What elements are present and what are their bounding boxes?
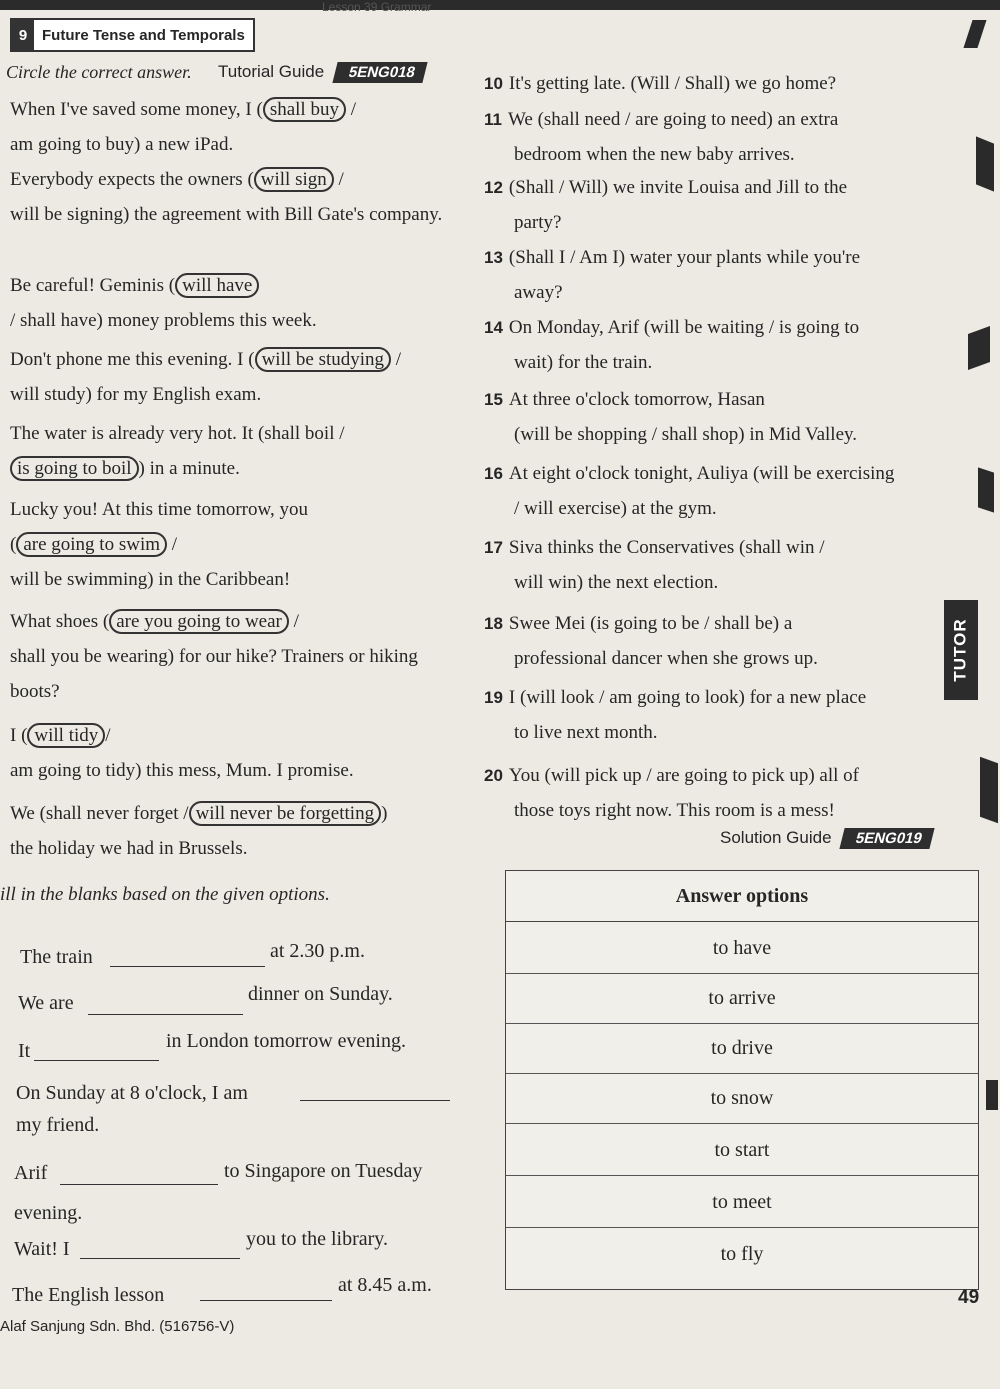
q3-text-b: / shall have) money problems this week. bbox=[10, 310, 317, 331]
answer-options-table bbox=[505, 870, 979, 1290]
fill-3-after: in London tomorrow evening. bbox=[166, 1030, 406, 1052]
fill-3-blank[interactable] bbox=[34, 1060, 159, 1061]
top-banner bbox=[0, 0, 1000, 10]
q15-text-b: (will be shopping / shall shop) in Mid Valley. bbox=[514, 424, 858, 445]
question-16 bbox=[484, 456, 944, 526]
question-9: We (shall never forget / will never be forgetting ) the holiday we had in Brussels. bbox=[10, 803, 388, 859]
q6-text-b: will be swimming) in the Caribbean! bbox=[10, 569, 291, 590]
tutorial-guide-code: 5ENG018 bbox=[332, 62, 427, 83]
q15-text-a: At three o'clock tomorrow, Hasan bbox=[508, 389, 765, 410]
q7-text-a: What shoes bbox=[10, 611, 99, 632]
fill-4-before: On Sunday at 8 o'clock, I am bbox=[16, 1082, 248, 1104]
fill-5-after: to Singapore on Tuesday evening. bbox=[14, 1160, 423, 1224]
q5-text-a: The water is already very hot. It (shall boil / bbox=[10, 423, 345, 444]
q12-text-b: party? bbox=[514, 212, 562, 233]
q5-text-b: in a minute. bbox=[149, 458, 240, 479]
q13-text-a: (Shall I / Am I) water your plants while you're bbox=[508, 247, 861, 268]
margin-shape bbox=[986, 1080, 998, 1110]
q11-text-b: bedroom when the new baby arrives. bbox=[514, 144, 795, 165]
q14-number: 14 bbox=[484, 318, 503, 337]
q9-text-a: We (shall never forget / bbox=[10, 803, 189, 824]
q7-circled-answer: are you going to wear bbox=[109, 609, 289, 634]
q19-text-b: to live next month. bbox=[514, 722, 658, 743]
q5-circled-answer: is going to boil bbox=[10, 456, 139, 481]
q9-circled-answer: will never be forgetting bbox=[189, 801, 382, 826]
q11-number: 11 bbox=[484, 110, 502, 129]
tutorial-guide-label: Tutorial Guide bbox=[218, 62, 325, 81]
q7-text-b: shall you be wearing) for our hike? Trainers or hiking boots? bbox=[10, 646, 418, 702]
fill-6-blank[interactable] bbox=[80, 1258, 240, 1259]
fill-7-after: at 8.45 a.m. bbox=[338, 1274, 432, 1296]
question-17 bbox=[484, 530, 944, 600]
fill-3-before: It bbox=[18, 1040, 31, 1062]
q9-text-b: the holiday we had in Brussels. bbox=[10, 838, 248, 859]
question-10 bbox=[484, 66, 944, 101]
solution-guide-label: Solution Guide bbox=[720, 828, 832, 847]
q6-text-a: Lucky you! At this time tomorrow, you bbox=[10, 499, 308, 520]
q12-number: 12 bbox=[484, 178, 503, 197]
question-19 bbox=[484, 680, 944, 750]
q18-text-a: Swee Mei (is going to be / shall be) a bbox=[508, 613, 793, 634]
answer-options-title: Answer options bbox=[506, 871, 978, 922]
question-14 bbox=[484, 310, 944, 380]
solution-guide bbox=[720, 828, 932, 849]
q17-text-b: will win) the next election. bbox=[514, 572, 719, 593]
question-2: Everybody expects the owners ( will sign / will be signing) the agreement with Bill Gate's company. bbox=[10, 169, 443, 225]
fill-6-after: you to the library. bbox=[246, 1228, 389, 1250]
q13-number: 13 bbox=[484, 248, 503, 267]
fill-1-blank[interactable] bbox=[110, 966, 265, 967]
q17-number: 17 bbox=[484, 538, 503, 557]
margin-shape bbox=[976, 136, 994, 191]
margin-shape bbox=[968, 326, 990, 370]
tutor-side-tab bbox=[944, 600, 978, 700]
lesson-tag: Lesson 39 Grammar bbox=[322, 0, 432, 14]
answer-option: to have bbox=[506, 923, 978, 974]
answer-option: to drive bbox=[506, 1023, 978, 1074]
fill-2-before: We are bbox=[18, 992, 74, 1014]
q18-text-b: professional dancer when she grows up. bbox=[514, 648, 818, 669]
q19-number: 19 bbox=[484, 688, 503, 707]
question-15 bbox=[484, 382, 944, 452]
q10-text: It's getting late. (Will / Shall) we go home? bbox=[508, 73, 837, 94]
answer-option: to snow bbox=[506, 1073, 978, 1124]
q6-circled-answer: are going to swim bbox=[16, 532, 167, 557]
fill-6-before: Wait! I bbox=[14, 1238, 70, 1260]
q12-text-a: (Shall / Will) we invite Louisa and Jill to the bbox=[508, 177, 848, 198]
publisher-credit: Alaf Sanjung Sdn. Bhd. (516756-V) bbox=[0, 1318, 235, 1335]
question-11 bbox=[484, 102, 944, 172]
fill-instruction: ill in the blanks based on the given options. bbox=[0, 884, 330, 905]
q1-circled-answer: shall buy bbox=[263, 97, 346, 122]
question-8: I ( will tidy / am going to tidy) this mess, Mum. I promise. bbox=[10, 725, 354, 781]
question-1 bbox=[10, 92, 450, 162]
circle-instruction: Circle the correct answer. bbox=[6, 62, 192, 82]
q2-text-a: Everybody expects the owners bbox=[10, 169, 243, 190]
question-4: Don't phone me this evening. I ( will be studying / will study) for my English exam. bbox=[10, 349, 402, 405]
tutor-tab-label: TUTOR bbox=[951, 618, 970, 682]
q14-text-a: On Monday, Arif (will be waiting / is going to bbox=[508, 317, 860, 338]
q16-number: 16 bbox=[484, 464, 503, 483]
question-20 bbox=[484, 758, 944, 828]
page-number: 49 bbox=[958, 1287, 980, 1308]
q18-number: 18 bbox=[484, 614, 503, 633]
q4-circled-answer: will be studying bbox=[255, 347, 391, 372]
solution-guide-code: 5ENG019 bbox=[840, 828, 935, 849]
fill-7-blank[interactable] bbox=[200, 1300, 332, 1301]
q11-text-a: We (shall need / are going to need) an extra bbox=[507, 109, 839, 130]
margin-shape bbox=[963, 20, 986, 48]
q16-text-a: At eight o'clock tonight, Auliya (will be exercising bbox=[508, 463, 895, 484]
q2-circled-answer: will sign bbox=[254, 167, 334, 192]
question-12 bbox=[484, 170, 944, 240]
section-number: 9 bbox=[12, 20, 34, 50]
fill-4-blank[interactable] bbox=[300, 1100, 450, 1101]
q1-text-a: When I've saved some money, I ( bbox=[10, 99, 263, 120]
q3-text-a: Be careful! Geminis ( bbox=[10, 275, 176, 296]
q19-text-a: I (will look / am going to look) for a new place bbox=[508, 687, 867, 708]
q2-text-b: will be signing) the agreement with Bill Gate's company. bbox=[10, 204, 443, 225]
fill-4-after: my friend. bbox=[16, 1114, 100, 1136]
fill-2-after: dinner on Sunday. bbox=[248, 983, 393, 1005]
q14-text-b: wait) for the train. bbox=[514, 352, 653, 373]
answer-option: to meet bbox=[506, 1177, 978, 1228]
fill-1-before: The train bbox=[20, 946, 93, 968]
q20-text-b: those toys right now. This room is a mess! bbox=[514, 800, 835, 821]
answer-option: to arrive bbox=[506, 973, 978, 1024]
question-18 bbox=[484, 606, 939, 676]
answer-option: to start bbox=[506, 1125, 978, 1176]
section-heading bbox=[10, 18, 255, 52]
question-7: What shoes ( are you going to wear / shall you be wearing) for our hike? Trainers or hiking boots? bbox=[10, 611, 418, 702]
q4-text-b: will study) for my English exam. bbox=[10, 384, 262, 405]
margin-shape bbox=[978, 467, 994, 512]
question-6: Lucky you! At this time tomorrow, you ( are going to swim / will be swimming) in the Caribbean! bbox=[10, 499, 308, 590]
question-3 bbox=[10, 268, 450, 338]
q17-text-a: Siva thinks the Conservatives (shall win / bbox=[508, 537, 825, 558]
q8-text-b: am going to tidy) this mess, Mum. I promise. bbox=[10, 760, 354, 781]
q1-text-b: / bbox=[345, 99, 356, 120]
q8-text-a: I bbox=[10, 725, 17, 746]
question-13 bbox=[484, 240, 944, 310]
q8-circled-answer: will tidy bbox=[27, 723, 105, 748]
q1-text-c: am going to buy) a new iPad. bbox=[10, 134, 234, 155]
q3-circled-answer: will have bbox=[175, 273, 259, 298]
fill-5-before: Arif bbox=[14, 1162, 48, 1184]
q13-text-b: away? bbox=[514, 282, 563, 303]
q4-text-a: Don't phone me this evening. I bbox=[10, 349, 244, 370]
tutorial-guide bbox=[218, 62, 425, 83]
q10-number: 10 bbox=[484, 74, 503, 93]
fill-2-blank[interactable] bbox=[88, 1014, 243, 1015]
fill-7-before: The English lesson bbox=[12, 1284, 165, 1306]
margin-shape bbox=[980, 757, 998, 824]
q20-text-a: You (will pick up / are going to pick up) all of bbox=[508, 765, 859, 786]
q16-text-b: / will exercise) at the gym. bbox=[514, 498, 717, 519]
q20-number: 20 bbox=[484, 766, 503, 785]
q15-number: 15 bbox=[484, 390, 503, 409]
fill-1-after: at 2.30 p.m. bbox=[270, 940, 365, 962]
answer-option: to fly bbox=[720, 1242, 764, 1265]
section-title: Future Tense and Temporals bbox=[42, 26, 245, 44]
question-5: The water is already very hot. It (shall boil / is going to boil ) in a minute. bbox=[10, 423, 345, 479]
